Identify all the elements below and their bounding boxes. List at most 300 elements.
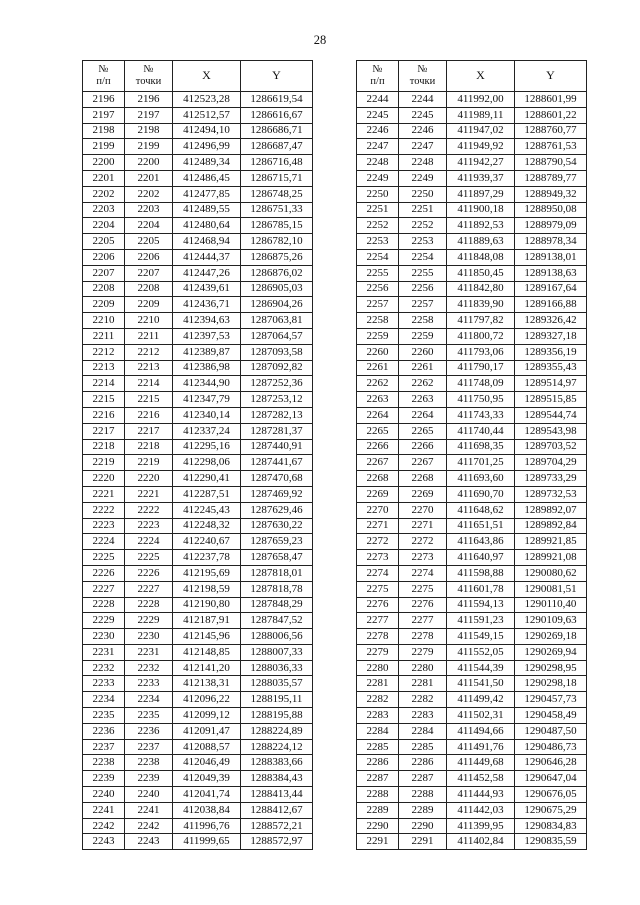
row-number-cell: 2244	[357, 92, 399, 108]
row-number-cell: 2200	[83, 155, 125, 171]
y-coordinate-cell: 1287659,23	[241, 534, 313, 550]
row-number-cell: 2259	[357, 328, 399, 344]
table-row	[357, 550, 587, 566]
y-coordinate-cell: 1289167,64	[515, 281, 587, 297]
y-coordinate-cell: 1288383,66	[241, 755, 313, 771]
y-coordinate-cell: 1289543,98	[515, 423, 587, 439]
point-number-cell: 2199	[125, 139, 173, 155]
row-number-cell: 2248	[357, 155, 399, 171]
page-number: 28	[313, 33, 327, 47]
point-number-cell: 2219	[125, 455, 173, 471]
x-coordinate-cell: 412394,63	[173, 313, 241, 329]
table-row	[357, 249, 587, 265]
y-coordinate-cell: 1287281,37	[241, 423, 313, 439]
row-number-cell: 2203	[83, 202, 125, 218]
row-number-cell: 2278	[357, 629, 399, 645]
point-number-cell: 2281	[399, 676, 447, 692]
y-coordinate-cell: 1290269,94	[515, 644, 587, 660]
y-coordinate-cell: 1287064,57	[241, 328, 313, 344]
x-coordinate-cell: 412141,20	[173, 660, 241, 676]
x-coordinate-cell: 412237,78	[173, 550, 241, 566]
table-row	[83, 107, 313, 123]
row-number-cell: 2261	[357, 360, 399, 376]
row-number-cell: 2239	[83, 771, 125, 787]
table-row	[83, 534, 313, 550]
y-coordinate-cell: 1288789,77	[515, 170, 587, 186]
table-row	[83, 170, 313, 186]
point-number-cell: 2224	[125, 534, 173, 550]
point-number-cell: 2226	[125, 565, 173, 581]
x-coordinate-cell: 412038,84	[173, 802, 241, 818]
table-row	[83, 423, 313, 439]
point-number-cell: 2266	[399, 439, 447, 455]
point-number-cell: 2256	[399, 281, 447, 297]
y-coordinate-cell: 1289138,63	[515, 265, 587, 281]
x-coordinate-cell: 411643,86	[447, 534, 515, 550]
table-row	[83, 676, 313, 692]
x-coordinate-cell: 411900,18	[447, 202, 515, 218]
y-coordinate-cell: 1288195,11	[241, 692, 313, 708]
row-number-cell: 2222	[83, 502, 125, 518]
table-row	[83, 518, 313, 534]
y-coordinate-cell: 1290486,73	[515, 739, 587, 755]
row-number-cell: 2197	[83, 107, 125, 123]
table-row	[83, 834, 313, 850]
point-number-cell: 2227	[125, 581, 173, 597]
x-coordinate-cell: 411640,97	[447, 550, 515, 566]
row-number-cell: 2205	[83, 234, 125, 250]
table-row	[83, 818, 313, 834]
x-coordinate-cell: 412195,69	[173, 565, 241, 581]
x-coordinate-cell: 412340,14	[173, 407, 241, 423]
row-number-cell: 2253	[357, 234, 399, 250]
x-coordinate-header: X	[173, 61, 241, 92]
y-coordinate-cell: 1288761,53	[515, 139, 587, 155]
x-coordinate-cell: 411499,42	[447, 692, 515, 708]
point-number-cell: 2208	[125, 281, 173, 297]
table-row	[357, 218, 587, 234]
point-number-cell: 2233	[125, 676, 173, 692]
x-coordinate-cell: 412290,41	[173, 471, 241, 487]
row-number-cell: 2272	[357, 534, 399, 550]
x-coordinate-cell: 412138,31	[173, 676, 241, 692]
point-number-cell: 2268	[399, 471, 447, 487]
point-number-cell: 2230	[125, 629, 173, 645]
x-coordinate-cell: 411889,63	[447, 234, 515, 250]
y-coordinate-cell: 1286751,33	[241, 202, 313, 218]
row-number-cell: 2243	[83, 834, 125, 850]
y-coordinate-cell: 1287470,68	[241, 471, 313, 487]
row-number-cell: 2210	[83, 313, 125, 329]
y-coordinate-cell: 1289544,74	[515, 407, 587, 423]
y-coordinate-cell: 1287252,36	[241, 376, 313, 392]
point-number-cell: 2238	[125, 755, 173, 771]
table-row	[357, 360, 587, 376]
x-coordinate-cell: 412489,34	[173, 155, 241, 171]
y-coordinate-cell: 1288412,67	[241, 802, 313, 818]
row-number-cell: 2289	[357, 802, 399, 818]
x-coordinate-cell: 412477,85	[173, 186, 241, 202]
x-coordinate-cell: 412046,49	[173, 755, 241, 771]
row-number-cell: 2223	[83, 518, 125, 534]
table-row	[357, 502, 587, 518]
y-coordinate-cell: 1286715,71	[241, 170, 313, 186]
x-coordinate-cell: 412397,53	[173, 328, 241, 344]
x-coordinate-header: X	[447, 61, 515, 92]
y-coordinate-cell: 1287441,67	[241, 455, 313, 471]
table-row	[357, 139, 587, 155]
row-number-cell: 2227	[83, 581, 125, 597]
table-row	[83, 218, 313, 234]
x-coordinate-cell: 412041,74	[173, 787, 241, 803]
y-coordinate-cell: 1289703,52	[515, 439, 587, 455]
x-coordinate-cell: 411494,66	[447, 723, 515, 739]
table-row	[357, 423, 587, 439]
x-coordinate-cell: 411541,50	[447, 676, 515, 692]
x-coordinate-cell: 412444,37	[173, 249, 241, 265]
y-coordinate-cell: 1289732,53	[515, 486, 587, 502]
table-row	[83, 249, 313, 265]
table-row	[357, 92, 587, 108]
row-number-cell: 2202	[83, 186, 125, 202]
y-coordinate-cell: 1287092,82	[241, 360, 313, 376]
point-number-cell: 2269	[399, 486, 447, 502]
table-row	[83, 123, 313, 139]
row-number-cell: 2234	[83, 692, 125, 708]
point-number-cell: 2287	[399, 771, 447, 787]
point-number-cell: 2204	[125, 218, 173, 234]
x-coordinate-cell: 412298,06	[173, 455, 241, 471]
point-number-cell: 2220	[125, 471, 173, 487]
point-number-cell: 2206	[125, 249, 173, 265]
y-coordinate-cell: 1287818,78	[241, 581, 313, 597]
row-number-cell: 2265	[357, 423, 399, 439]
y-coordinate-cell: 1290081,51	[515, 581, 587, 597]
x-coordinate-cell: 411452,58	[447, 771, 515, 787]
table-row	[357, 234, 587, 250]
x-coordinate-cell: 411544,39	[447, 660, 515, 676]
point-number-cell: 2215	[125, 392, 173, 408]
table-row	[357, 613, 587, 629]
table-row	[357, 281, 587, 297]
row-number-cell: 2286	[357, 755, 399, 771]
table-row	[83, 92, 313, 108]
table-row	[83, 502, 313, 518]
table-row	[357, 518, 587, 534]
x-coordinate-cell: 412190,80	[173, 597, 241, 613]
table-row	[357, 486, 587, 502]
point-number-cell: 2265	[399, 423, 447, 439]
point-number-cell: 2277	[399, 613, 447, 629]
x-coordinate-cell: 411793,06	[447, 344, 515, 360]
y-coordinate-cell: 1289733,29	[515, 471, 587, 487]
table-row	[357, 313, 587, 329]
table-row	[83, 392, 313, 408]
table-row	[357, 739, 587, 755]
row-number-cell: 2209	[83, 297, 125, 313]
point-number-cell: 2221	[125, 486, 173, 502]
point-number-cell: 2210	[125, 313, 173, 329]
y-coordinate-cell: 1288572,21	[241, 818, 313, 834]
point-number-cell: 2262	[399, 376, 447, 392]
y-coordinate-cell: 1289704,29	[515, 455, 587, 471]
row-number-cell: 2199	[83, 139, 125, 155]
point-number-cell: 2244	[399, 92, 447, 108]
point-number-cell: 2241	[125, 802, 173, 818]
point-number-cell: 2242	[125, 818, 173, 834]
point-number-cell: 2217	[125, 423, 173, 439]
table-row	[357, 455, 587, 471]
row-number-cell: 2271	[357, 518, 399, 534]
row-number-cell: 2279	[357, 644, 399, 660]
table-row	[83, 313, 313, 329]
x-coordinate-cell: 411549,15	[447, 629, 515, 645]
row-number-cell: 2215	[83, 392, 125, 408]
point-number-cell: 2272	[399, 534, 447, 550]
x-coordinate-cell: 412486,45	[173, 170, 241, 186]
x-coordinate-cell: 412088,57	[173, 739, 241, 755]
point-number-cell: 2273	[399, 550, 447, 566]
row-number-cell: 2204	[83, 218, 125, 234]
row-number-cell: 2201	[83, 170, 125, 186]
table-row	[83, 202, 313, 218]
point-number-cell: 2240	[125, 787, 173, 803]
table-row	[83, 155, 313, 171]
y-coordinate-cell: 1286686,71	[241, 123, 313, 139]
row-number-cell: 2263	[357, 392, 399, 408]
y-coordinate-cell: 1286716,48	[241, 155, 313, 171]
table-row	[83, 139, 313, 155]
row-number-cell: 2214	[83, 376, 125, 392]
y-coordinate-cell: 1287093,58	[241, 344, 313, 360]
table-row	[83, 297, 313, 313]
x-coordinate-cell: 412494,10	[173, 123, 241, 139]
row-number-cell: 2287	[357, 771, 399, 787]
x-coordinate-cell: 411442,03	[447, 802, 515, 818]
point-number-cell: 2254	[399, 249, 447, 265]
point-number-cell: 2207	[125, 265, 173, 281]
x-coordinate-cell: 412480,64	[173, 218, 241, 234]
table-row	[357, 644, 587, 660]
table-row	[357, 676, 587, 692]
row-number-cell: 2251	[357, 202, 399, 218]
x-coordinate-cell: 412096,22	[173, 692, 241, 708]
row-number-cell: 2247	[357, 139, 399, 155]
table-row	[83, 186, 313, 202]
y-coordinate-cell: 1289326,42	[515, 313, 587, 329]
table-row	[83, 755, 313, 771]
x-coordinate-cell: 411748,09	[447, 376, 515, 392]
table-row	[357, 771, 587, 787]
y-coordinate-cell: 1288224,12	[241, 739, 313, 755]
x-coordinate-cell: 411750,95	[447, 392, 515, 408]
point-number-cell: 2288	[399, 787, 447, 803]
table-row	[83, 281, 313, 297]
y-coordinate-cell: 1288007,33	[241, 644, 313, 660]
row-number-cell: 2225	[83, 550, 125, 566]
x-coordinate-cell: 411491,76	[447, 739, 515, 755]
row-number-cell: 2207	[83, 265, 125, 281]
y-coordinate-cell: 1288949,32	[515, 186, 587, 202]
table-row	[357, 328, 587, 344]
y-coordinate-cell: 1287440,91	[241, 439, 313, 455]
table-row	[83, 771, 313, 787]
row-number-header: № п/п	[357, 61, 399, 92]
table-row	[83, 565, 313, 581]
table-row	[357, 818, 587, 834]
point-number-cell: 2271	[399, 518, 447, 534]
y-coordinate-cell: 1289515,85	[515, 392, 587, 408]
point-number-cell: 2279	[399, 644, 447, 660]
x-coordinate-cell: 411842,80	[447, 281, 515, 297]
table-row	[83, 660, 313, 676]
row-number-cell: 2217	[83, 423, 125, 439]
x-coordinate-cell: 411740,44	[447, 423, 515, 439]
y-coordinate-cell: 1287469,92	[241, 486, 313, 502]
y-coordinate-cell: 1289356,19	[515, 344, 587, 360]
row-number-cell: 2250	[357, 186, 399, 202]
row-number-cell: 2216	[83, 407, 125, 423]
point-number-cell: 2258	[399, 313, 447, 329]
y-coordinate-cell: 1290298,18	[515, 676, 587, 692]
table-row	[357, 802, 587, 818]
x-coordinate-cell: 412187,91	[173, 613, 241, 629]
row-number-cell: 2245	[357, 107, 399, 123]
point-number-cell: 2286	[399, 755, 447, 771]
y-coordinate-cell: 1289921,85	[515, 534, 587, 550]
point-number-cell: 2212	[125, 344, 173, 360]
table-row	[83, 486, 313, 502]
row-number-cell: 2260	[357, 344, 399, 360]
table-row	[357, 471, 587, 487]
point-number-cell: 2239	[125, 771, 173, 787]
point-number-cell: 2251	[399, 202, 447, 218]
x-coordinate-cell: 411848,08	[447, 249, 515, 265]
y-coordinate-cell: 1288601,99	[515, 92, 587, 108]
point-number-cell: 2276	[399, 597, 447, 613]
row-number-cell: 2212	[83, 344, 125, 360]
point-number-cell: 2274	[399, 565, 447, 581]
table-row	[83, 644, 313, 660]
y-coordinate-cell: 1286619,54	[241, 92, 313, 108]
row-number-cell: 2233	[83, 676, 125, 692]
point-number-cell: 2252	[399, 218, 447, 234]
point-number-cell: 2229	[125, 613, 173, 629]
y-coordinate-cell: 1287630,22	[241, 518, 313, 534]
table-row	[357, 297, 587, 313]
table-row	[357, 202, 587, 218]
y-coordinate-cell: 1288760,77	[515, 123, 587, 139]
x-coordinate-cell: 411743,33	[447, 407, 515, 423]
row-number-header: № п/п	[83, 61, 125, 92]
x-coordinate-cell: 411996,76	[173, 818, 241, 834]
point-number-cell: 2234	[125, 692, 173, 708]
row-number-cell: 2235	[83, 708, 125, 724]
x-coordinate-cell: 412245,43	[173, 502, 241, 518]
y-coordinate-cell: 1290110,40	[515, 597, 587, 613]
x-coordinate-cell: 411797,82	[447, 313, 515, 329]
point-number-cell: 2250	[399, 186, 447, 202]
y-coordinate-cell: 1289921,08	[515, 550, 587, 566]
x-coordinate-cell: 411399,95	[447, 818, 515, 834]
row-number-cell: 2219	[83, 455, 125, 471]
row-number-cell: 2228	[83, 597, 125, 613]
table-row	[357, 376, 587, 392]
table-row	[83, 376, 313, 392]
row-number-cell: 2258	[357, 313, 399, 329]
point-number-cell: 2201	[125, 170, 173, 186]
point-number-cell: 2202	[125, 186, 173, 202]
y-coordinate-cell: 1286687,47	[241, 139, 313, 155]
x-coordinate-cell: 411939,37	[447, 170, 515, 186]
table-row	[357, 787, 587, 803]
row-number-cell: 2288	[357, 787, 399, 803]
y-coordinate-cell: 1290080,62	[515, 565, 587, 581]
row-number-cell: 2198	[83, 123, 125, 139]
point-number-cell: 2205	[125, 234, 173, 250]
x-coordinate-cell: 412145,96	[173, 629, 241, 645]
coordinates-table-right	[356, 60, 587, 850]
table-row	[83, 613, 313, 629]
table-row	[83, 787, 313, 803]
x-coordinate-cell: 411897,29	[447, 186, 515, 202]
x-coordinate-cell: 412240,67	[173, 534, 241, 550]
x-coordinate-cell: 412198,59	[173, 581, 241, 597]
table-row	[357, 755, 587, 771]
y-coordinate-cell: 1288035,57	[241, 676, 313, 692]
y-coordinate-cell: 1286905,03	[241, 281, 313, 297]
x-coordinate-cell: 412295,16	[173, 439, 241, 455]
table-row	[83, 802, 313, 818]
x-coordinate-cell: 411601,78	[447, 581, 515, 597]
y-coordinate-cell: 1288950,08	[515, 202, 587, 218]
table-row	[357, 155, 587, 171]
row-number-cell: 2281	[357, 676, 399, 692]
y-coordinate-cell: 1290457,73	[515, 692, 587, 708]
point-number-cell: 2225	[125, 550, 173, 566]
point-number-cell: 2255	[399, 265, 447, 281]
point-number-cell: 2243	[125, 834, 173, 850]
row-number-cell: 2252	[357, 218, 399, 234]
y-coordinate-cell: 1288224,89	[241, 723, 313, 739]
y-coordinate-cell: 1286748,25	[241, 186, 313, 202]
table-row	[83, 455, 313, 471]
y-coordinate-cell: 1286785,15	[241, 218, 313, 234]
table-row	[357, 392, 587, 408]
table-row	[83, 708, 313, 724]
row-number-cell: 2285	[357, 739, 399, 755]
x-coordinate-cell: 411449,68	[447, 755, 515, 771]
table-row	[357, 407, 587, 423]
x-coordinate-cell: 411651,51	[447, 518, 515, 534]
row-number-cell: 2291	[357, 834, 399, 850]
x-coordinate-cell: 411591,23	[447, 613, 515, 629]
y-coordinate-cell: 1290675,29	[515, 802, 587, 818]
point-number-cell: 2249	[399, 170, 447, 186]
y-coordinate-cell: 1286904,26	[241, 297, 313, 313]
x-coordinate-cell: 412389,87	[173, 344, 241, 360]
x-coordinate-cell: 411701,25	[447, 455, 515, 471]
y-coordinate-cell: 1288978,34	[515, 234, 587, 250]
y-coordinate-cell: 1286875,26	[241, 249, 313, 265]
row-number-cell: 2262	[357, 376, 399, 392]
y-coordinate-cell: 1290646,28	[515, 755, 587, 771]
y-coordinate-cell: 1289138,01	[515, 249, 587, 265]
table-row	[357, 629, 587, 645]
x-coordinate-cell: 412347,79	[173, 392, 241, 408]
x-coordinate-cell: 412489,55	[173, 202, 241, 218]
row-number-cell: 2269	[357, 486, 399, 502]
